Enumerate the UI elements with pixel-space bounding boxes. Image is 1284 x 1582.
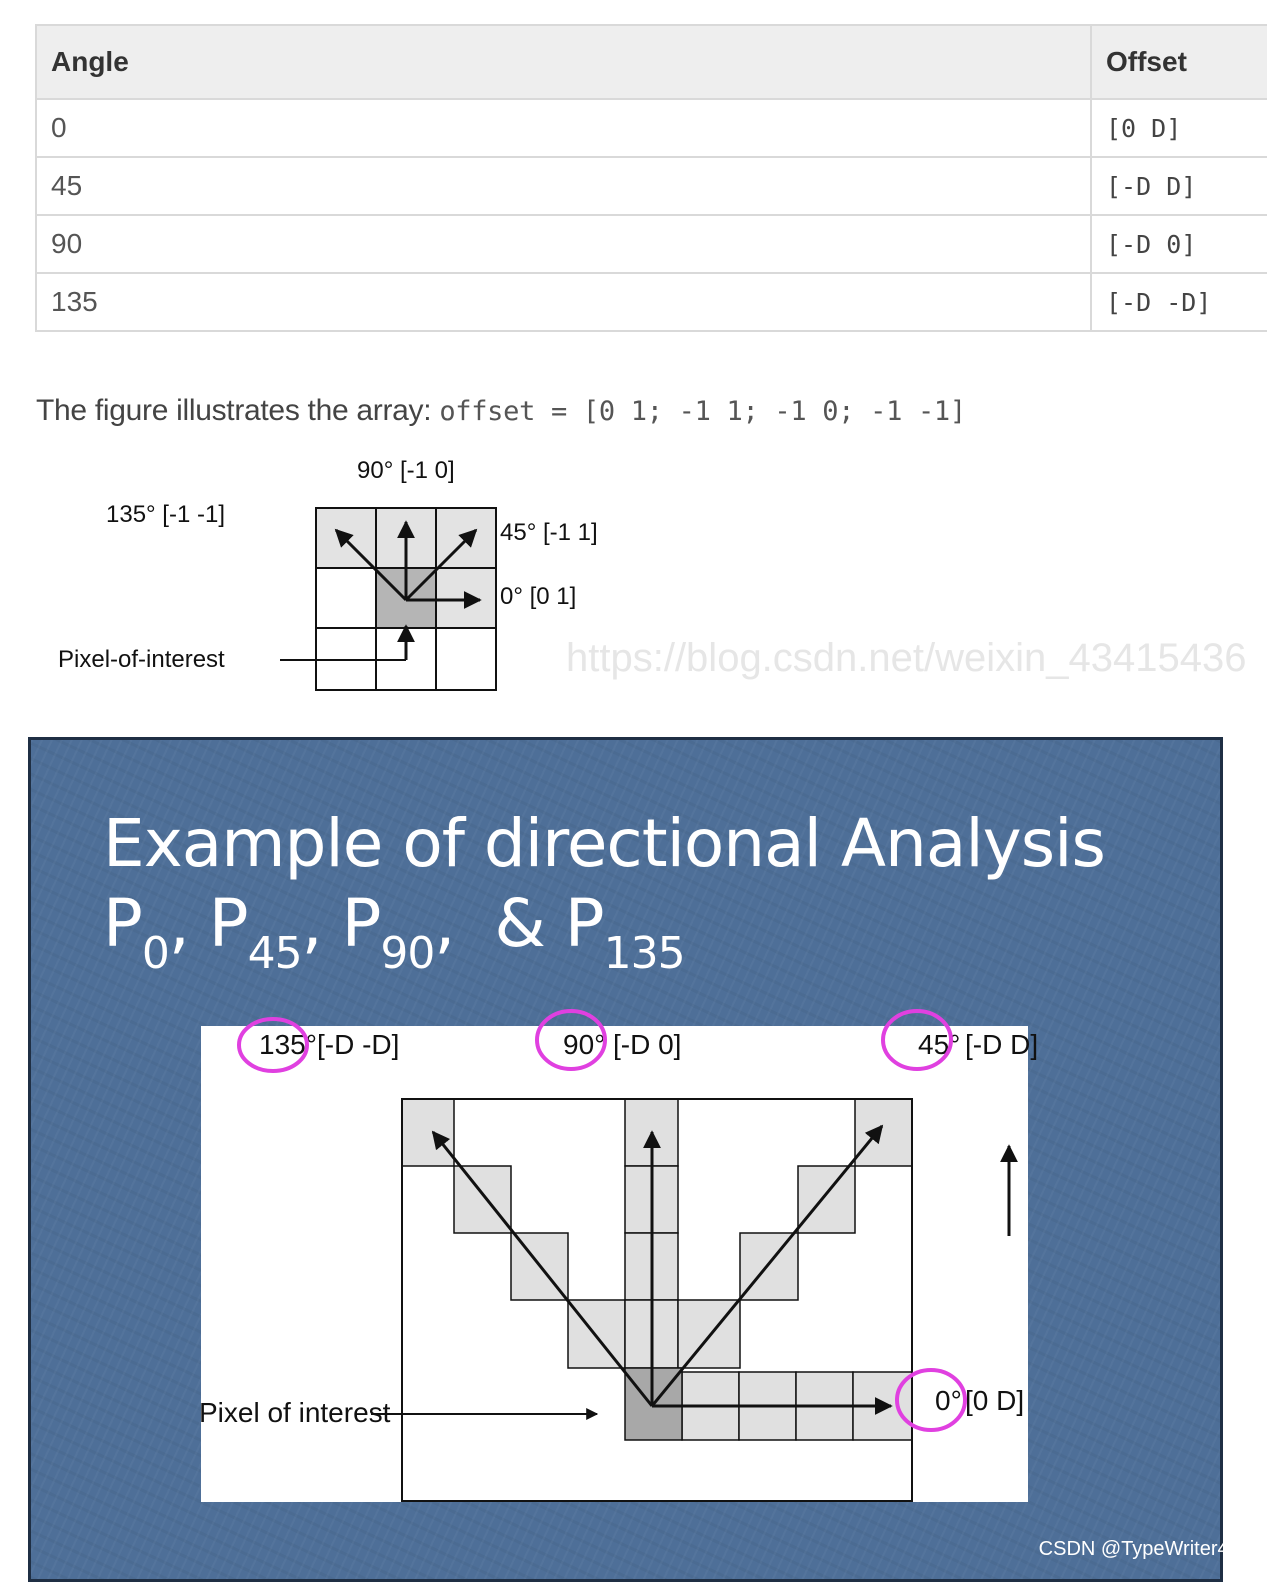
offset-column-header: Offset — [1091, 25, 1267, 99]
table-row — [36, 215, 1267, 273]
offset-cell: [-D -D] — [1091, 273, 1267, 331]
label-90-offset: [-D 0] — [613, 1029, 682, 1060]
slide-title-line2: $P_0$, $P_{45}$, $P_{90}$, & $P_{135}$ — [103, 885, 685, 979]
figure-caption — [36, 394, 966, 428]
slide-title-line1: Example of directional Analysis — [103, 805, 1105, 882]
label-pixel-of-interest: Pixel of interest — [199, 1397, 391, 1428]
label-135-deg: 135° [-1 -1] — [106, 501, 225, 528]
presentation-slide — [28, 737, 1223, 1582]
watermark-url: https://blog.csdn.net/weixin_43415436 — [566, 636, 1247, 680]
angle-cell: 135 — [36, 273, 1091, 331]
angle-cell: 90 — [36, 215, 1091, 273]
angle-column-header: Angle — [36, 25, 1091, 99]
offset-cell: [0 D] — [1091, 99, 1267, 157]
label-pixel-of-interest: Pixel-of-interest — [58, 646, 225, 673]
slide-figure-panel — [199, 1026, 1039, 1502]
table-header-row — [36, 25, 1267, 99]
label-90-deg: 90° [-1 0] — [357, 457, 455, 484]
label-135-deg: 135° — [259, 1029, 317, 1060]
label-0-deg: 0° — [935, 1385, 962, 1416]
offset-table — [35, 24, 1267, 332]
slide-title — [103, 804, 1105, 994]
angle-cell: 0 — [36, 99, 1091, 157]
label-90-deg: 90° — [563, 1029, 606, 1060]
directional-analysis-diagram — [199, 1026, 1039, 1502]
offset-cell: [-D D] — [1091, 157, 1267, 215]
label-45-deg: 45° [-1 1] — [500, 519, 598, 546]
table-row — [36, 157, 1267, 215]
table-row — [36, 99, 1267, 157]
csdn-credit: CSDN @TypeWriter4017 — [1038, 1538, 1262, 1560]
caption-code: offset = [0 1; -1 1; -1 0; -1 -1] — [439, 396, 966, 427]
table-row — [36, 273, 1267, 331]
label-45-offset: [-D D] — [965, 1029, 1039, 1060]
angle-cell: 45 — [36, 157, 1091, 215]
label-45-deg: 45° — [918, 1029, 961, 1060]
label-0-offset: [0 D] — [965, 1385, 1025, 1416]
offset-cell: [-D 0] — [1091, 215, 1267, 273]
caption-text: The figure illustrates the array: — [36, 394, 440, 427]
label-0-deg: 0° [0 1] — [500, 583, 577, 610]
label-135-offset: [-D -D] — [317, 1029, 400, 1060]
shaded-cell-0 — [436, 568, 496, 628]
